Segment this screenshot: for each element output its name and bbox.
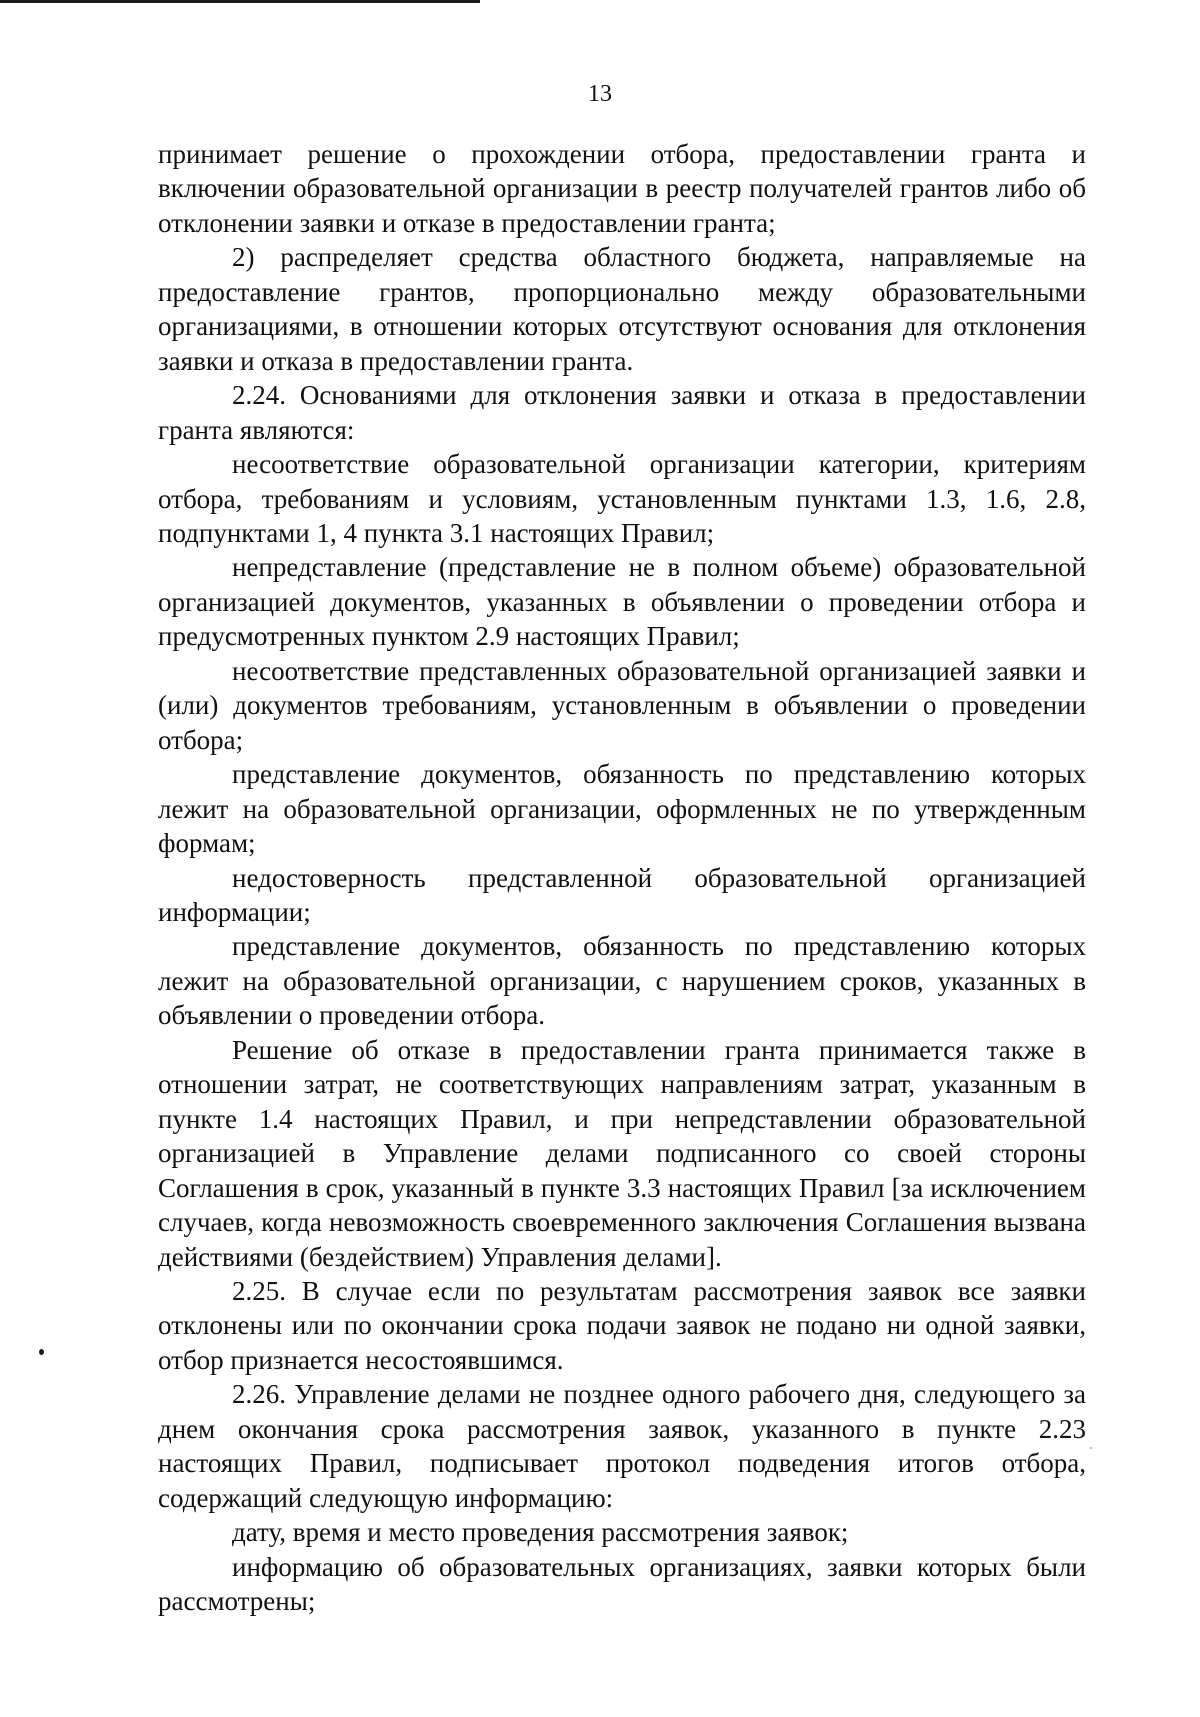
paragraph-5: непредставление (представление не в полном объеме) образовательной организацией документов, указанных в объявлении о проведении отбора и предусмотренных пунктом 2.9 настоящих Правил; (158, 552, 1086, 652)
paragraph-11: 2.25. В случае если по результатам рассмотрения заявок все заявки отклонены или по окончании срока подачи заявок не подано ни одной заявки, отбор признается несостоявшимся. (158, 1275, 1086, 1375)
paragraph-1: принимает решение о прохождении отбора, предоставлении гранта и включении образовательной организации в реестр получателей грантов либо об отклонении заявки и отказе в предоставлении гранта; (158, 139, 1086, 238)
scan-speck (1090, 1447, 1092, 1449)
document-body (158, 137, 1086, 1618)
paragraph-8: недостоверность представленной образовательной организацией информации; (158, 862, 1086, 927)
paragraph-10: Решение об отказе в предоставлении гранта принимается также в отношении затрат, не соответствующих направлениям затрат, указанным в пункте 1.4 настоящих Правил, и при непредставлении образовательной организацией в Управление делами подписанного со своей стороны Соглашения в срок, указанный в пункте 3.3 настоящих Правил [за исключением случаев, когда невозможность своевременного заключения Соглашения вызвана действиями (бездействием) Управления делами]. (158, 1034, 1086, 1272)
paragraph-6: несоответствие представленных образовательной организацией заявки и (или) документов требованиям, установленным в объявлении о проведении отбора; (158, 655, 1086, 755)
paragraph-14: информацию об образовательных организациях, заявки которых были рассмотрены; (158, 1551, 1086, 1617)
margin-dot (39, 1349, 44, 1355)
paragraph-7: представление документов, обязанность по представлению которых лежит на образовательной организации, оформленных не по утвержденным формам; (158, 759, 1086, 859)
paragraph-9: представление документов, обязанность по представлению которых лежит на образовательной организации, с нарушением сроков, указанных в объявлении о проведении отбора. (158, 931, 1086, 1031)
paragraph-4: несоответствие образовательной организации категории, критериям отбора, требованиям и условиям, установленным пунктами 1.3, 1.6, 2.8, подпунктами 1, 4 пункта 3.1 настоящих Правил; (158, 449, 1086, 548)
paragraph-13: дату, время и место проведения рассмотрения заявок; (232, 1517, 849, 1548)
paragraph-2: 2) распределяет средства областного бюджета, направляемые на предоставление грантов, пропорционально между образовательными организациями, в отношении которых отсутствуют основания для отклонения заявки и отказа в предоставлении гранта. (158, 242, 1086, 376)
scan-edge-mark (0, 0, 480, 3)
paragraph-3: 2.24. Основаниями для отклонения заявки и отказа в предоставлении гранта являются: (158, 380, 1086, 445)
paragraph-12: 2.26. Управление делами не позднее одного рабочего дня, следующего за днем окончания срока рассмотрения заявок, указанного в пункте 2.23 настоящих Правил, подписывает протокол подведения итогов отбора, содержащий следующую информацию: (158, 1379, 1086, 1513)
page-number: 13 (588, 81, 612, 107)
